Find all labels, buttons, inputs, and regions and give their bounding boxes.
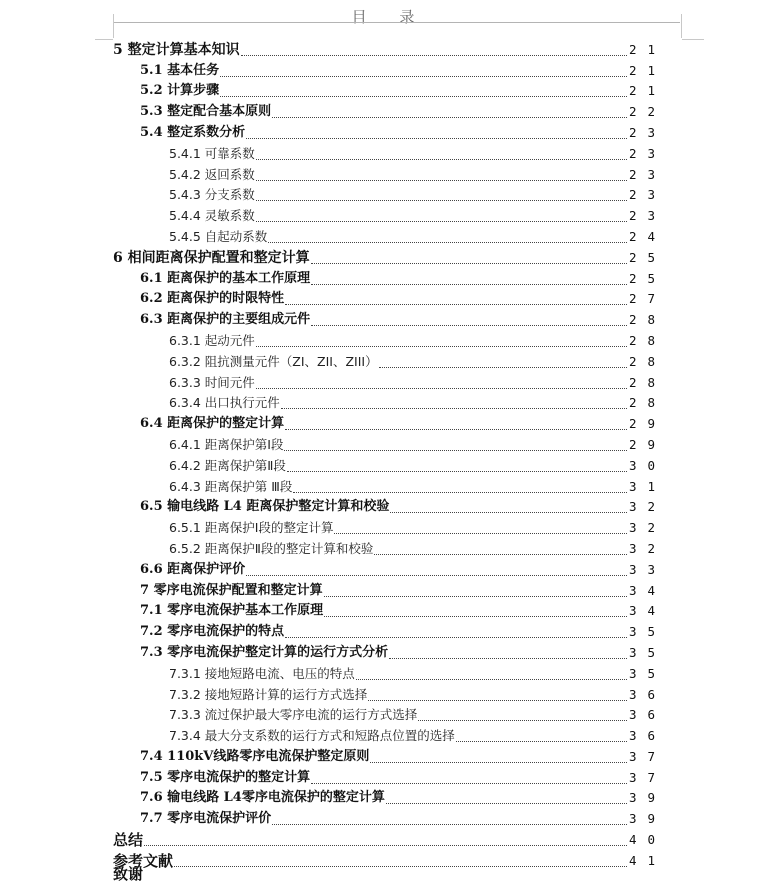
dot-leader (272, 117, 627, 118)
toc-entry[interactable] (0, 663, 667, 684)
toc-entry-page: 34 (629, 603, 667, 619)
dot-leader (284, 450, 627, 451)
toc-entry-page: 35 (629, 644, 667, 660)
dot-leader (281, 408, 627, 409)
toc-entry-title: 7.2 零序电流保护的特点 (140, 624, 285, 640)
dot-leader (368, 700, 627, 701)
toc-entry-title: 5.4.2 返回系数 (169, 166, 255, 182)
toc-entry-title: 7.7 零序电流保护评价 (140, 811, 272, 827)
toc-entry-title: 6.3 距离保护的主要组成元件 (140, 312, 311, 328)
dot-leader (256, 221, 627, 222)
toc-entry-page: 39 (629, 790, 667, 806)
toc-entry-title: 7.3.2 接地短路计算的运行方式选择 (169, 686, 368, 702)
toc-entry-title: 7.3.1 接地短路电流、电压的特点 (169, 665, 355, 681)
toc-entry[interactable] (0, 538, 667, 559)
toc-entry-page: 28 (629, 395, 667, 411)
toc-entry-title: 5.1 基本任务 (140, 62, 220, 78)
toc-entry-page: 21 (629, 62, 667, 78)
toc-entry-title: 6 相间距离保护配置和整定计算 (113, 249, 310, 266)
toc-entry-page: 21 (629, 41, 667, 57)
toc-entry-title: 5.4.5 自起动系数 (169, 228, 268, 244)
toc-entry-title: 7.3.3 流过保护最大零序电流的运行方式选择 (169, 707, 418, 723)
toc-entry-page: 23 (629, 208, 667, 224)
toc-entry[interactable] (0, 101, 667, 122)
toc-entry-title: 5.4 整定系数分析 (140, 124, 246, 140)
toc-entry-page: 41 (629, 852, 667, 868)
toc-entry-title: 6.4 距离保护的整定计算 (140, 416, 285, 432)
toc-entry-page: 29 (629, 436, 667, 452)
toc-entry-title: 6.6 距离保护评价 (140, 561, 246, 577)
dot-leader (241, 55, 627, 56)
toc-entry[interactable] (0, 60, 667, 81)
toc-entry-title: 6.3.3 时间元件 (169, 374, 255, 390)
toc-entry-page: 32 (629, 520, 667, 536)
toc-entry[interactable] (0, 413, 667, 434)
toc-entry[interactable] (0, 205, 667, 226)
toc-entry-page: 28 (629, 312, 667, 328)
toc-entry-title: 6.4.3 距离保护第 Ⅲ段 (169, 478, 293, 494)
toc-entry-title: 7.5 零序电流保护的整定计算 (140, 769, 311, 785)
dot-leader (256, 388, 627, 389)
toc-entry-title: 7.3 零序电流保护整定计算的运行方式分析 (140, 644, 389, 660)
toc-entry[interactable] (0, 434, 667, 455)
dot-leader (287, 471, 627, 472)
toc-entry[interactable] (0, 808, 667, 829)
dot-leader (311, 263, 627, 264)
toc-entry-page: 36 (629, 728, 667, 744)
toc-entries (0, 39, 780, 871)
toc-entry[interactable] (0, 788, 667, 809)
toc-entry[interactable] (0, 164, 667, 185)
dot-leader (334, 533, 627, 534)
dot-leader (220, 96, 627, 97)
toc-entry[interactable] (0, 81, 667, 102)
dot-leader (311, 284, 627, 285)
toc-entry[interactable] (0, 330, 667, 351)
toc-entry-title: 6.3.1 起动元件 (169, 332, 255, 348)
dot-leader (285, 304, 627, 305)
toc-entry[interactable] (0, 829, 667, 850)
toc-entry[interactable] (0, 705, 667, 726)
toc-entry[interactable] (0, 372, 667, 393)
toc-entry-page: 39 (629, 811, 667, 827)
header-rule (113, 22, 680, 23)
dot-leader (268, 242, 627, 243)
toc-entry-page: 21 (629, 83, 667, 99)
toc-entry[interactable] (0, 39, 667, 60)
toc-entry-page: 28 (629, 374, 667, 390)
toc-entry-page: 23 (629, 166, 667, 182)
dot-leader (285, 429, 627, 430)
toc-entry-title: 6.4.2 距离保护第Ⅱ段 (169, 457, 286, 473)
toc-entry-title: 5.4.4 灵敏系数 (169, 208, 255, 224)
dot-leader (370, 762, 627, 763)
toc-entry-title: 5.3 整定配合基本原则 (140, 104, 272, 120)
toc-entry-page: 25 (629, 249, 667, 265)
toc-entry-page: 40 (629, 832, 667, 848)
dot-leader (311, 325, 627, 326)
toc-entry[interactable] (0, 122, 667, 143)
toc-entry[interactable] (0, 642, 667, 663)
toc-entry-page: 32 (629, 540, 667, 556)
dot-leader (256, 200, 627, 201)
dot-leader (324, 596, 627, 597)
toc-entry[interactable] (0, 268, 667, 289)
toc-entry[interactable] (0, 767, 667, 788)
toc-entry-page: 23 (629, 187, 667, 203)
toc-entry[interactable] (0, 143, 667, 164)
dot-leader (311, 783, 627, 784)
toc-entry-title: 6.3.4 出口执行元件 (169, 395, 280, 411)
dot-leader (390, 512, 627, 513)
margin-mark-left (113, 14, 114, 38)
toc-entry-page: 32 (629, 499, 667, 515)
toc-entry-page: 28 (629, 332, 667, 348)
dot-leader (144, 845, 627, 846)
toc-entry-page: 36 (629, 707, 667, 723)
toc-entry-title: 7.1 零序电流保护基本工作原理 (140, 603, 324, 619)
toc-entry[interactable] (0, 601, 667, 622)
toc-entry[interactable] (0, 621, 667, 642)
toc-entry-title: 6.4.1 距离保护第Ⅰ段 (169, 436, 284, 452)
dot-leader (386, 803, 627, 804)
toc-entry-title: 7.4 110kV线路零序电流保护整定原则 (140, 748, 370, 764)
dot-leader (256, 346, 627, 347)
toc-entry[interactable] (0, 226, 667, 247)
toc-entry-page: 35 (629, 624, 667, 640)
toc-entry[interactable] (0, 580, 667, 601)
toc-entry-page: 28 (629, 353, 667, 369)
toc-entry-page: 34 (629, 582, 667, 598)
toc-entry[interactable] (0, 185, 667, 206)
dot-leader (256, 159, 627, 160)
toc-entry-page: 37 (629, 769, 667, 785)
dot-leader (379, 367, 627, 368)
toc-title: 目 录 (351, 8, 429, 26)
toc-entry-title: 6.5.2 距离保护Ⅱ段的整定计算和校验 (169, 540, 374, 556)
toc-entry-page: 23 (629, 145, 667, 161)
toc-entry[interactable] (0, 476, 667, 497)
toc-entry[interactable] (0, 746, 667, 767)
dot-leader (174, 866, 627, 867)
toc-entry-page: 24 (629, 228, 667, 244)
dot-leader (456, 741, 627, 742)
toc-entry[interactable] (0, 309, 667, 330)
margin-mark-right (681, 14, 682, 38)
toc-entry-page: 27 (629, 291, 667, 307)
toc-entry-title: 5.4.1 可靠系数 (169, 145, 255, 161)
toc-entry-page: 29 (629, 416, 667, 432)
dot-leader (356, 679, 627, 680)
dot-leader (246, 138, 627, 139)
toc-entry[interactable] (0, 497, 667, 518)
dot-leader (389, 658, 627, 659)
toc-entry[interactable] (0, 517, 667, 538)
toc-entry-page: 30 (629, 457, 667, 473)
toc-entry-title: 5.2 计算步骤 (140, 83, 220, 99)
toc-entry[interactable] (0, 850, 667, 871)
toc-entry[interactable] (0, 393, 667, 414)
dot-leader (293, 492, 627, 493)
toc-entry-title: 6.5 输电线路 L4 距离保护整定计算和校验 (140, 499, 390, 515)
dot-leader (374, 554, 627, 555)
toc-entry-title: 6.2 距离保护的时限特性 (140, 291, 285, 307)
toc-entry[interactable] (0, 725, 667, 746)
cut-off-entry: 致谢 (113, 865, 144, 883)
toc-entry-title: 5.4.3 分支系数 (169, 187, 255, 203)
toc-entry-page: 33 (629, 561, 667, 577)
dot-leader (272, 824, 627, 825)
toc-entry[interactable] (0, 289, 667, 310)
toc-entry[interactable] (0, 351, 667, 372)
toc-entry-page: 37 (629, 748, 667, 764)
toc-entry-page: 22 (629, 104, 667, 120)
toc-entry-title: 5 整定计算基本知识 (113, 41, 240, 58)
toc-entry-title: 总结 (113, 831, 144, 850)
toc-entry[interactable] (0, 684, 667, 705)
dot-leader (285, 637, 627, 638)
dot-leader (220, 76, 627, 77)
toc-entry[interactable] (0, 247, 667, 268)
toc-entry-page: 25 (629, 270, 667, 286)
toc-entry-title: 参考文献 (113, 851, 174, 870)
toc-entry-title: 7.3.4 最大分支系数的运行方式和短路点位置的选择 (169, 728, 455, 744)
toc-entry[interactable] (0, 455, 667, 476)
toc-entry-page: 35 (629, 665, 667, 681)
toc-entry-title: 7 零序电流保护配置和整定计算 (140, 582, 323, 598)
dot-leader (324, 616, 627, 617)
dot-leader (246, 575, 627, 576)
toc-entry-title: 6.1 距离保护的基本工作原理 (140, 270, 311, 286)
toc-entry[interactable] (0, 559, 667, 580)
toc-entry-page: 36 (629, 686, 667, 702)
toc-entry-title: 7.6 输电线路 L4零序电流保护的整定计算 (140, 790, 385, 806)
toc-entry-title: 6.5.1 距离保护Ⅰ段的整定计算 (169, 520, 334, 536)
dot-leader (418, 720, 627, 721)
toc-entry-title: 6.3.2 阻抗测量元件（ZI、ZII、ZIII） (169, 353, 378, 369)
dot-leader (256, 180, 627, 181)
toc-entry-page: 31 (629, 478, 667, 494)
toc-entry-page: 23 (629, 124, 667, 140)
